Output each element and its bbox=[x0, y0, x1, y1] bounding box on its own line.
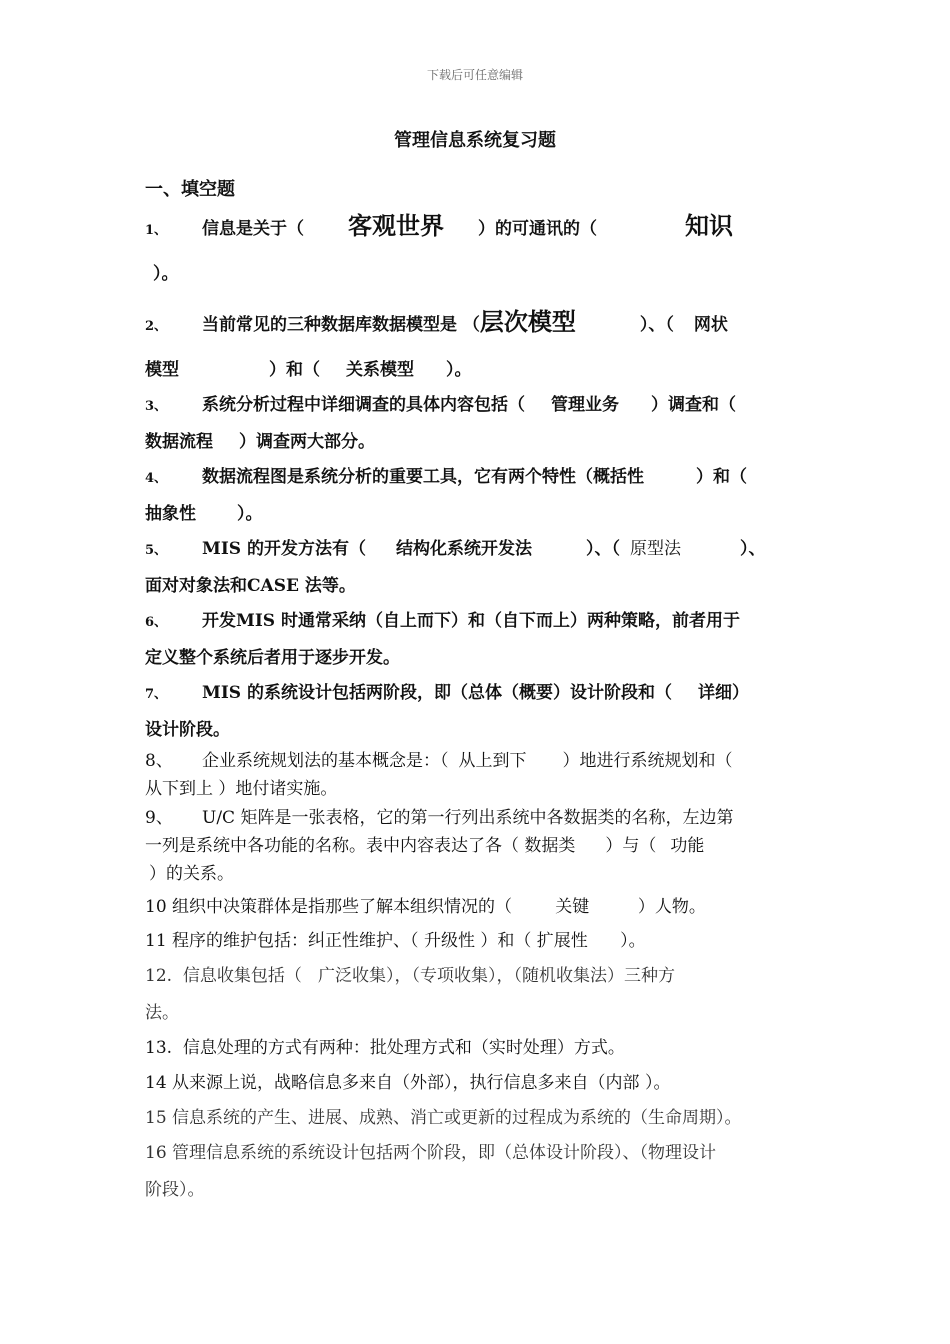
question-4-line-2: 抽象性 ）。 bbox=[145, 504, 263, 524]
question-12-line-1: 12. 信息收集包括（ 广泛收集），（专项收集），（随机收集法）三种方 bbox=[145, 966, 676, 986]
question-13: 13. 信息处理的方式有两种：批处理方式和（实时处理）方式。 bbox=[145, 1038, 625, 1058]
question-3-line-2: 数据流程 ）调查两大部分。 bbox=[145, 432, 375, 452]
question-8-line-2: 从下到上 ）地付诸实施。 bbox=[145, 779, 338, 799]
question-16-line-1: 16 管理信息系统的系统设计包括两个阶段，即（总体设计阶段）、（物理设计 bbox=[145, 1143, 717, 1163]
question-5-line-1: 5、 MIS 的开发方法有（ 结构化系统开发法 ）、（ 原型法 ）、 bbox=[145, 539, 766, 559]
header-note: 下载后可任意编辑 bbox=[426, 68, 523, 82]
question-15: 15 信息系统的产生、进展、成熟、消亡或更新的过程成为系统的（生命周期）。 bbox=[145, 1108, 742, 1128]
question-8-line-1: 8、 企业系统规划法的基本概念是：（ 从上到下 ）地进行系统规划和（ bbox=[145, 751, 733, 771]
question-11: 11 程序的维护包括：纠正性维护、（ 升级性 ）和（ 扩展性 ）。 bbox=[145, 931, 646, 951]
question-3-line-1: 3、 系统分析过程中详细调查的具体内容包括（ 管理业务 ）调查和（ bbox=[145, 395, 736, 415]
question-14: 14 从来源上说，战略信息多来自（外部），执行信息多来自（内部 ）。 bbox=[145, 1073, 671, 1093]
question-1-line-2: ）。 bbox=[153, 264, 179, 284]
section-heading: 一、填空题 bbox=[145, 179, 235, 200]
question-2-line-2: 模型 ）和（ 关系模型 ）。 bbox=[145, 360, 472, 380]
question-10: 10 组织中决策群体是指那些了解本组织情况的（ 关键 ）人物。 bbox=[145, 897, 706, 917]
question-2-line-1: 2、 当前常见的三种数据库数据模型是 （层次模型 ）、（ 网状 bbox=[145, 307, 728, 336]
question-4-line-1: 4、 数据流程图是系统分析的重要工具，它有两个特性（概括性 ）和（ bbox=[145, 467, 747, 487]
question-6-line-2: 定义整个系统后者用于逐步开发。 bbox=[145, 648, 400, 668]
question-16-line-2: 阶段）。 bbox=[145, 1180, 205, 1200]
question-12-line-2: 法。 bbox=[145, 1003, 179, 1023]
question-7-line-2: 设计阶段。 bbox=[145, 720, 230, 740]
question-6-line-1: 6、 开发MIS 时通常采纳（自上而下）和（自下而上）两种策略，前者用于 bbox=[145, 611, 740, 631]
question-1-line-1: 1、 信息是关于（ 客观世界 ）的可通讯的（ 知识 bbox=[145, 211, 733, 240]
page-title: 管理信息系统复习题 bbox=[394, 130, 556, 151]
question-5-line-2: 面对对象法和CASE 法等。 bbox=[145, 576, 356, 596]
question-9-line-1: 9、 U/C 矩阵是一张表格，它的第一行列出系统中各数据类的名称，左边第 bbox=[145, 808, 734, 828]
question-7-line-1: 7、 MIS 的系统设计包括两阶段，即（总体（概要）设计阶段和（ 详细） bbox=[145, 683, 749, 703]
question-9-line-2: 一列是系统中各功能的名称。表中内容表达了各（ 数据类 ）与（ 功能 bbox=[145, 836, 705, 856]
question-9-line-3: ）的关系。 bbox=[149, 864, 234, 884]
